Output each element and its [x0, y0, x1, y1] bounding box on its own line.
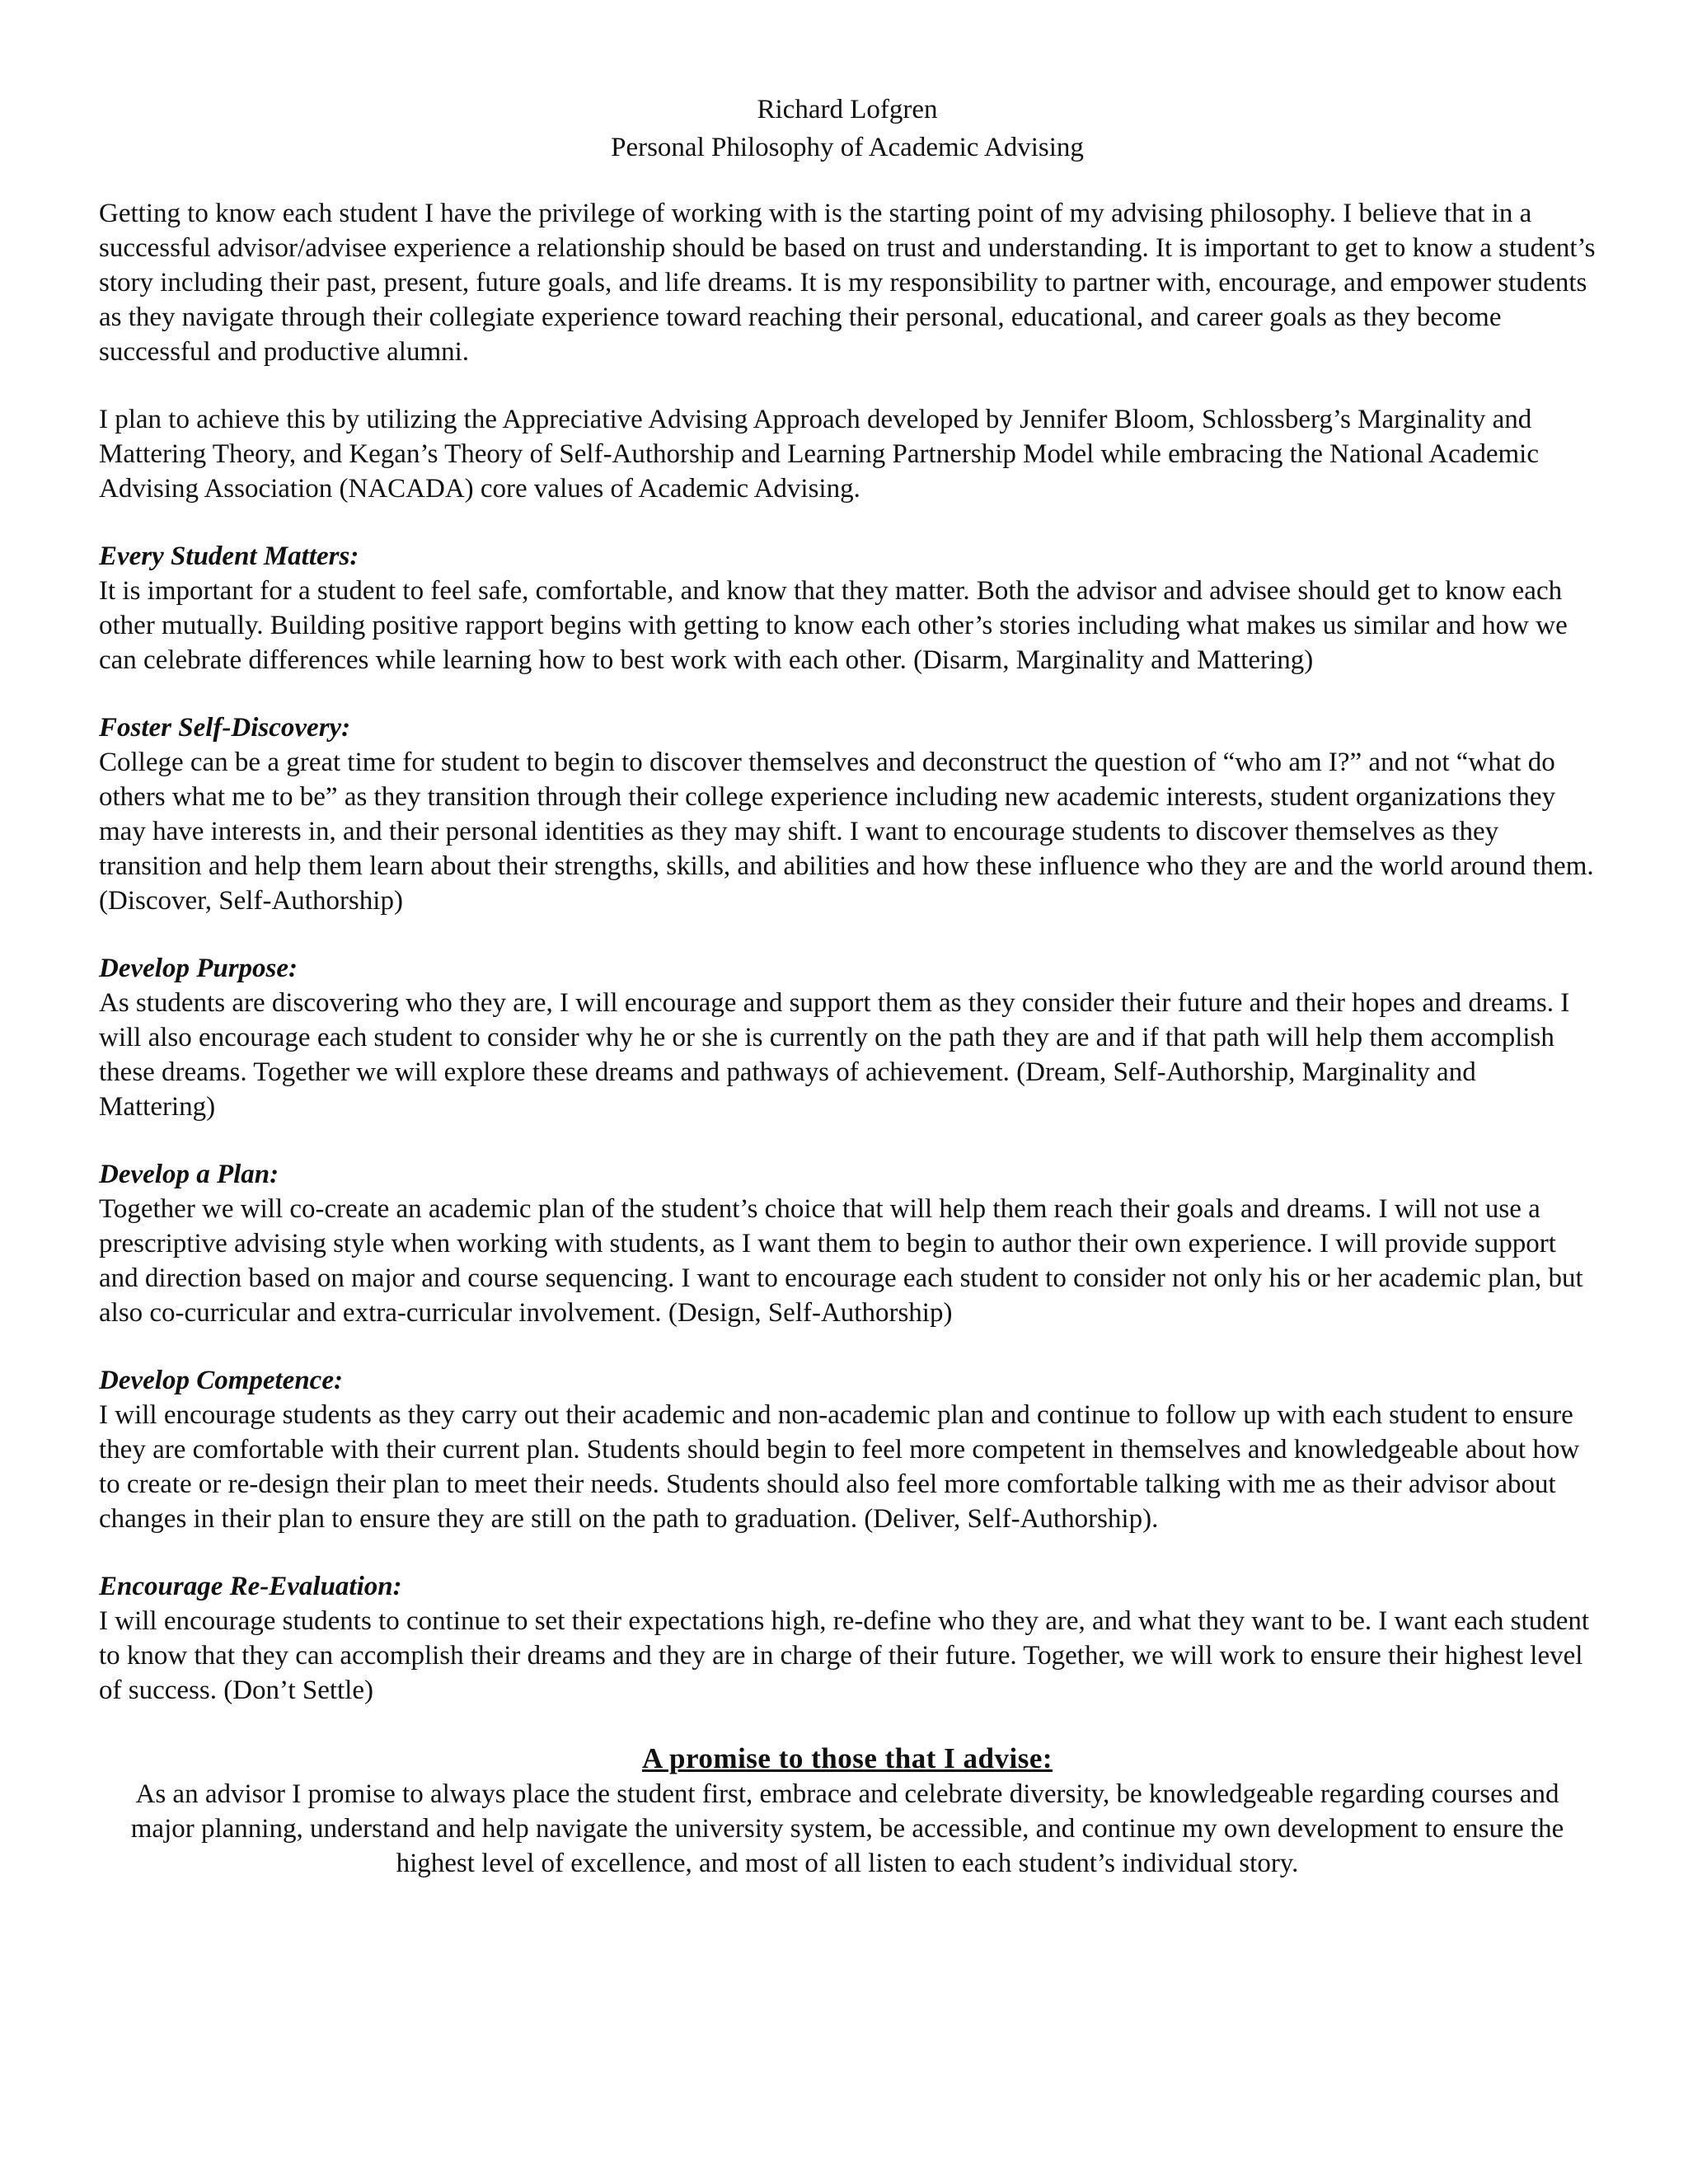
intro-paragraph-2: I plan to achieve this by utilizing the Appreciative Advising Approach developed by Jennifer Bloom, Schlossberg’s Marginality and Mattering Theory, and Kegan’s Theory of Self-Authorship and Learning Partnership Model while embracing the National Academic Advising Association (NACADA) core values of Academic Advising. — [99, 405, 1539, 504]
section-body: College can be a great time for student to begin to discover themselves and deconstruct the question of “who am I?” and not “what do others what me to be” as they transition through their college experience including new academic interests, student organizations they may have interests in, and their personal identities as they may shift. I want to encourage students to discover themselves as they transition and help them learn about their strengths, skills, and abilities and how these influence who they are and the world around them. (Discover, Self-Authorship) — [99, 748, 1594, 916]
promise-body: As an advisor I promise to always place the student first, embrace and celebrate diversity, be knowledgeable regarding courses and major planning, understand and help navigate the university system, be accessible, and continue my own development to ensure the highest level of excellence, and most of all listen to each student’s individual story. — [130, 1779, 1564, 1878]
section-heading: Every Student Matters: — [99, 541, 359, 571]
section-heading: Develop Competence: — [99, 1366, 343, 1395]
section-heading: Develop Purpose: — [99, 954, 298, 983]
intro-paragraph-1: Getting to know each student I have the privilege of working with is the starting point of my advising philosophy. I believe that in a successful advisor/advisee experience a relationship should be based on trust and understanding. It is important to get to know a student’s story including their past, present, future goals, and life dreams. It is my responsibility to partner with, encourage, and empower students as they navigate through their collegiate experience toward reaching their personal, educational, and career goals as they become successful and productive alumni. — [99, 199, 1596, 367]
section-foster-self-discovery — [99, 710, 1596, 918]
section-develop-purpose — [99, 951, 1596, 1124]
section-heading: Develop a Plan: — [99, 1160, 279, 1189]
section-encourage-re-evaluation — [99, 1569, 1596, 1708]
document-header — [99, 91, 1596, 166]
promise-block — [99, 1741, 1596, 1881]
section-body: I will encourage students to continue to set their expectations high, re-define who they are, and what they want to be. I want each student to know that they can accomplish their dreams and they are in charge of their future. Together, we will work to ensure their highest level of success. (Don’t Settle) — [99, 1606, 1590, 1705]
section-heading: Foster Self-Discovery: — [99, 713, 351, 743]
section-body: It is important for a student to feel safe, comfortable, and know that they matter. Both the advisor and advisee should get to know each other mutually. Building positive rapport begins with getting to know each other’s stories including what makes us similar and how we can celebrate differences while learning how to best work with each other. (Disarm, Marginality and Mattering) — [99, 576, 1568, 675]
author-name: Richard Lofgren — [757, 95, 938, 124]
section-heading: Encourage Re-Evaluation: — [99, 1572, 402, 1601]
section-develop-a-plan — [99, 1157, 1596, 1330]
document-title: Personal Philosophy of Academic Advising — [611, 133, 1084, 162]
promise-heading: A promise to those that I advise: — [641, 1742, 1053, 1774]
section-body: Together we will co-create an academic plan of the student’s choice that will help them reach their goals and dreams. I will not use a prescriptive advising style when working with students, as I want them to begin to author their own experience. I will provide support and direction based on major and course sequencing. I want to encourage each student to consider not only his or her academic plan, but also co-curricular and extra-curricular involvement. (Design, Self-Authorship) — [99, 1194, 1583, 1328]
section-body: I will encourage students as they carry out their academic and non-academic plan and continue to follow up with each student to ensure they are comfortable with their current plan. Students should begin to feel more competent in themselves and knowledgeable about how to create or re-design their plan to meet their needs. Students should also feel more comfortable talking with me as their advisor about changes in their plan to ensure they are still on the path to graduation. (Deliver, Self-Authorship). — [99, 1400, 1580, 1534]
section-every-student-matters — [99, 539, 1596, 677]
section-body: As students are discovering who they are, I will encourage and support them as they consider their future and their hopes and dreams. I will also encourage each student to consider why he or she is currently on the path they are and if that path will help them accomplish these dreams. Together we will explore these dreams and pathways of achievement. (Dream, Self-Authorship, Marginality and Mattering) — [99, 988, 1570, 1122]
section-develop-competence — [99, 1363, 1596, 1536]
